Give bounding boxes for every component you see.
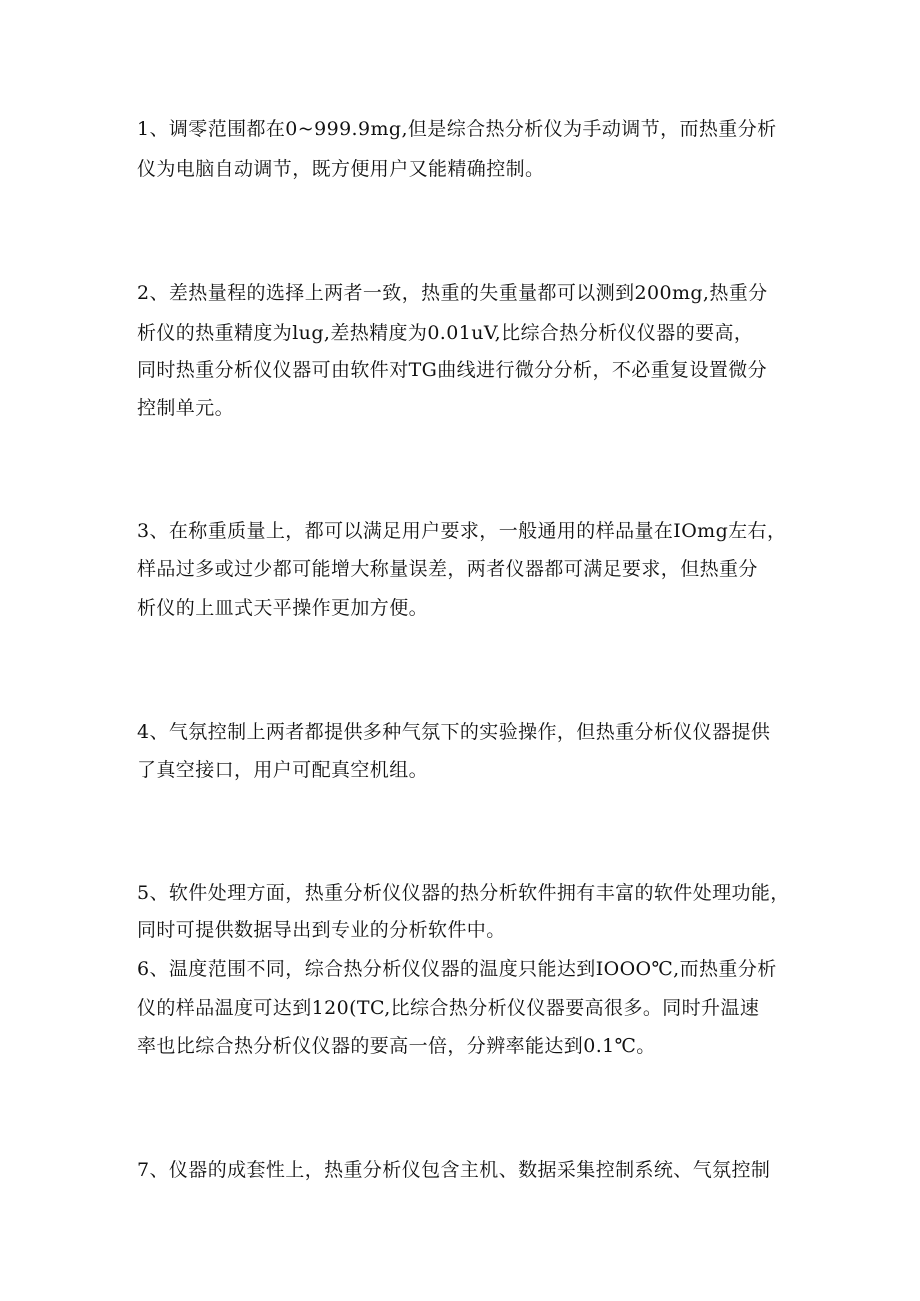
paragraph-1-line-2: 仪为电脑自动调节，既方便用户又能精确控制。 bbox=[137, 158, 545, 180]
paragraph-5-line-2: 同时可提供数据导出到专业的分析软件中。 bbox=[137, 919, 506, 941]
paragraph-3-line-1: 3、在称重质量上，都可以满足用户要求，一般通用的样品量在IOmg左右， bbox=[137, 520, 787, 542]
paragraph-2-line-1: 2、差热量程的选择上两者一致，热重的失重量都可以测到200mg,热重分 bbox=[137, 282, 768, 304]
paragraph-4-line-1: 4、气氛控制上两者都提供多种气氛下的实验操作，但热重分析仪仪器提供 bbox=[137, 721, 771, 743]
paragraph-6-line-3: 率也比综合热分析仪仪器的要高一倍，分辨率能达到0.1℃。 bbox=[137, 1035, 656, 1057]
paragraph-3-line-3: 析仪的上皿式天平操作更加方便。 bbox=[137, 597, 429, 619]
paragraph-2-line-2: 析仪的热重精度为lug,差热精度为0.01uV,比综合热分析仪仪器的要高， bbox=[137, 322, 754, 344]
paragraph-2-line-4: 控制单元。 bbox=[137, 397, 235, 419]
paragraph-4-line-2: 了真空接口，用户可配真空机组。 bbox=[137, 759, 429, 781]
paragraph-1-line-1: 1、调零范围都在0~999.9mg,但是综合热分析仪为手动调节，而热重分析 bbox=[137, 118, 777, 140]
paragraph-6-line-2: 仪的样品温度可达到120(TC,比综合热分析仪仪器要高很多。同时升温速 bbox=[137, 997, 760, 1019]
paragraph-2-line-3: 同时热重分析仪仪器可由软件对TG曲线进行微分分析，不必重复设置微分 bbox=[137, 359, 768, 381]
paragraph-7-line-1: 7、仪器的成套性上，热重分析仪包含主机、数据采集控制系统、气氛控制 bbox=[137, 1159, 771, 1181]
paragraph-6-line-1: 6、温度范围不同，综合热分析仪仪器的温度只能达到IOOO℃,而热重分析 bbox=[137, 958, 777, 980]
paragraph-3-line-2: 样品过多或过少都可能增大称量误差，两者仪器都可满足要求，但热重分 bbox=[137, 558, 758, 580]
paragraph-5-line-1: 5、软件处理方面，热重分析仪仪器的热分析软件拥有丰富的软件处理功能， bbox=[137, 882, 790, 904]
